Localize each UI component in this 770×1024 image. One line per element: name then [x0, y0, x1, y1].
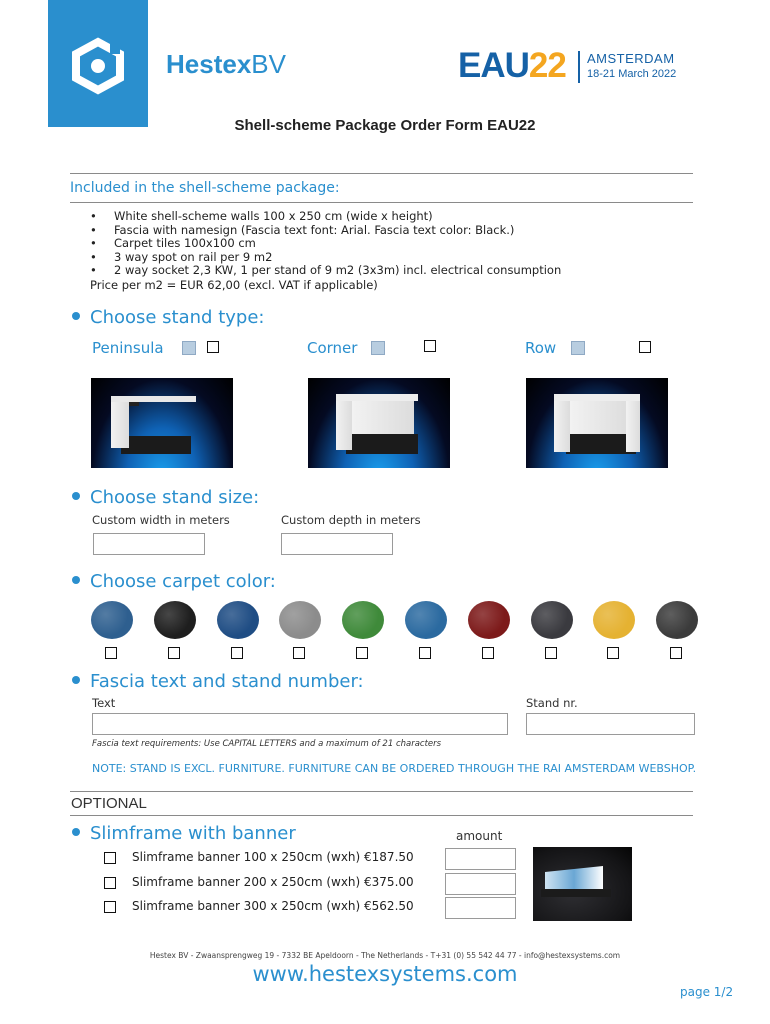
- stand-type-peninsula-checkbox[interactable]: [207, 341, 219, 353]
- carpet-swatch-5: [342, 601, 384, 639]
- bullet-icon: [72, 576, 80, 584]
- carpet-checkbox-1[interactable]: [105, 647, 117, 659]
- hestex-logo-icon: [48, 0, 148, 127]
- carpet-checkbox-7[interactable]: [482, 647, 494, 659]
- bullet-icon: [72, 828, 80, 836]
- event-logo: EAU22: [458, 46, 566, 85]
- optional-heading: OPTIONAL: [71, 795, 147, 812]
- carpet-checkbox-5[interactable]: [356, 647, 368, 659]
- corner-swatch-icon: [371, 341, 385, 355]
- page-title: Shell-scheme Package Order Form EAU22: [234, 117, 536, 134]
- carpet-color-heading: Choose carpet color:: [72, 571, 276, 592]
- included-list: [90, 210, 561, 278]
- peninsula-stand-image: [91, 378, 233, 468]
- carpet-swatch-8: [531, 601, 573, 639]
- event-city: AMSTERDAM: [587, 51, 675, 66]
- carpet-swatch-10: [656, 601, 698, 639]
- event-dates: 18-21 March 2022: [587, 68, 677, 80]
- bullet-icon: [72, 312, 80, 320]
- bullet-icon: [72, 492, 80, 500]
- fascia-text-input[interactable]: [92, 713, 508, 735]
- stand-type-row-label: Row: [525, 339, 557, 357]
- divider: [70, 173, 693, 174]
- page-number: page 1/2: [680, 985, 734, 999]
- slimframe-100-amount-input[interactable]: [445, 848, 516, 870]
- carpet-swatch-9: [593, 601, 635, 639]
- carpet-checkbox-8[interactable]: [545, 647, 557, 659]
- list-item: • 2 way socket 2,3 KW, 1 per stand of 9 m2 (3x3m) incl. electrical consumption: [90, 264, 561, 278]
- stand-size-heading: Choose stand size:: [72, 487, 259, 508]
- width-label: Custom width in meters: [92, 513, 230, 527]
- carpet-swatch-4: [279, 601, 321, 639]
- event-divider: [578, 51, 580, 83]
- stand-type-peninsula-label: Peninsula: [92, 339, 164, 357]
- depth-label: Custom depth in meters: [281, 513, 421, 527]
- brand-name: HestexBV: [166, 49, 286, 79]
- divider: [70, 202, 693, 203]
- stand-type-corner-checkbox[interactable]: [424, 340, 436, 352]
- price-per-m2: Price per m2 = EUR 62,00 (excl. VAT if applicable): [90, 278, 378, 292]
- amount-label: amount: [456, 829, 503, 843]
- carpet-swatch-7: [468, 601, 510, 639]
- bullet-icon: [72, 676, 80, 684]
- slimframe-300-amount-input[interactable]: [445, 897, 516, 919]
- slimframe-100-label: Slimframe banner 100 x 250cm (wxh) €187.50: [132, 850, 414, 864]
- corner-stand-image: [308, 378, 450, 468]
- slimframe-heading: Slimframe with banner: [72, 823, 296, 844]
- carpet-checkbox-4[interactable]: [293, 647, 305, 659]
- carpet-checkbox-2[interactable]: [168, 647, 180, 659]
- slimframe-200-amount-input[interactable]: [445, 873, 516, 895]
- footer-address: Hestex BV - Zwaansprengweg 19 - 7332 BE Apeldoorn - The Netherlands - T+31 (0) 55 542 44 77 - info@hestexsystems.com: [149, 951, 621, 960]
- logo-block: [48, 0, 148, 127]
- carpet-checkbox-9[interactable]: [607, 647, 619, 659]
- stand-type-heading: Choose stand type:: [72, 307, 264, 328]
- divider: [70, 791, 693, 792]
- slimframe-200-label: Slimframe banner 200 x 250cm (wxh) €375.00: [132, 875, 414, 889]
- footer-website-link[interactable]: www.hestexsystems.com: [252, 962, 518, 986]
- slimframe-300-checkbox[interactable]: [104, 901, 116, 913]
- carpet-swatch-2: [154, 601, 196, 639]
- stand-number-label: Stand nr.: [526, 696, 578, 710]
- list-item: • 3 way spot on rail per 9 m2: [90, 251, 561, 265]
- carpet-swatch-6: [405, 601, 447, 639]
- divider: [70, 815, 693, 816]
- furniture-note: NOTE: STAND IS EXCL. FURNITURE. FURNITURE CAN BE ORDERED THROUGH THE RAI AMSTERDAM WEBSHOP.: [92, 762, 697, 775]
- carpet-checkbox-3[interactable]: [231, 647, 243, 659]
- list-item: • White shell-scheme walls 100 x 250 cm (wide x height): [90, 210, 561, 224]
- stand-type-corner-label: Corner: [307, 339, 358, 357]
- depth-input[interactable]: [281, 533, 393, 555]
- list-item: • Fascia with namesign (Fascia text font: Arial. Fascia text color: Black.): [90, 224, 561, 238]
- stand-number-input[interactable]: [526, 713, 695, 735]
- list-item: • Carpet tiles 100x100 cm: [90, 237, 561, 251]
- carpet-checkbox-6[interactable]: [419, 647, 431, 659]
- slimframe-100-checkbox[interactable]: [104, 852, 116, 864]
- slimframe-300-label: Slimframe banner 300 x 250cm (wxh) €562.50: [132, 899, 414, 913]
- stand-type-row-checkbox[interactable]: [639, 341, 651, 353]
- fascia-text-label: Text: [92, 696, 116, 710]
- fascia-requirements: Fascia text requirements: Use CAPITAL LETTERS and a maximum of 21 characters: [92, 739, 442, 749]
- carpet-checkbox-10[interactable]: [670, 647, 682, 659]
- fascia-heading: Fascia text and stand number:: [72, 671, 364, 692]
- carpet-swatch-3: [217, 601, 259, 639]
- carpet-swatch-1: [91, 601, 133, 639]
- slimframe-banner-image: [533, 847, 632, 921]
- slimframe-200-checkbox[interactable]: [104, 877, 116, 889]
- width-input[interactable]: [93, 533, 205, 555]
- row-swatch-icon: [571, 341, 585, 355]
- row-stand-image: [526, 378, 668, 468]
- peninsula-swatch-icon: [182, 341, 196, 355]
- included-heading: Included in the shell-scheme package:: [70, 180, 340, 196]
